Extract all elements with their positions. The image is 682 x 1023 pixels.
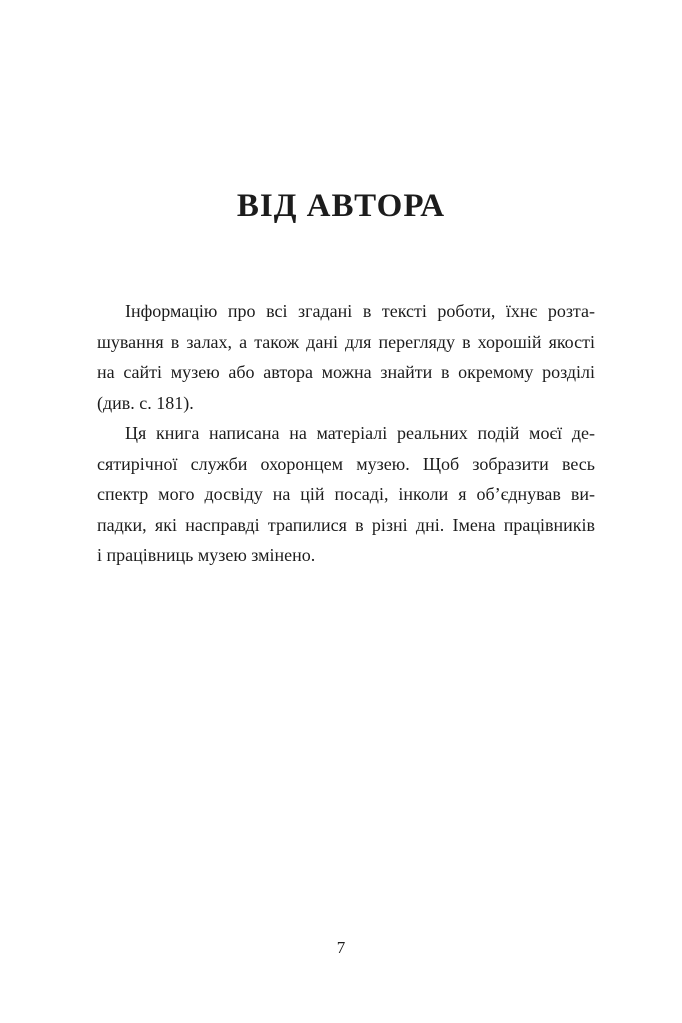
page-number: 7 [336, 938, 346, 957]
body-text [97, 296, 595, 571]
text-line: (див. с. 181). [97, 392, 194, 413]
text-line: сятирічної служби охоронцем музею. Щоб зобразити весь [97, 453, 595, 474]
paragraph-1 [97, 296, 595, 418]
text-line: Інформацію про всі згадані в тексті роботи, їхнє розта- [125, 301, 595, 321]
text-line: спектр мого досвіду на цій посаді, інколи я об’єднував ви- [97, 484, 595, 504]
text-line: падки, які насправді трапилися в різні дні. Імена працівників [97, 514, 595, 535]
text-line: Ця книга написана на матеріалі реальних подій моєї де- [125, 423, 595, 443]
text-line: і працівниць музею змінено. [97, 545, 316, 565]
text-line: на сайті музею або автора можна знайти в окремому розділі [97, 362, 595, 382]
text-line: шування в залах, а також дані для перегляду в хорошій якості [97, 331, 595, 352]
chapter-heading: ВІД АВТОРА [236, 188, 446, 224]
paragraph-2 [97, 418, 595, 571]
